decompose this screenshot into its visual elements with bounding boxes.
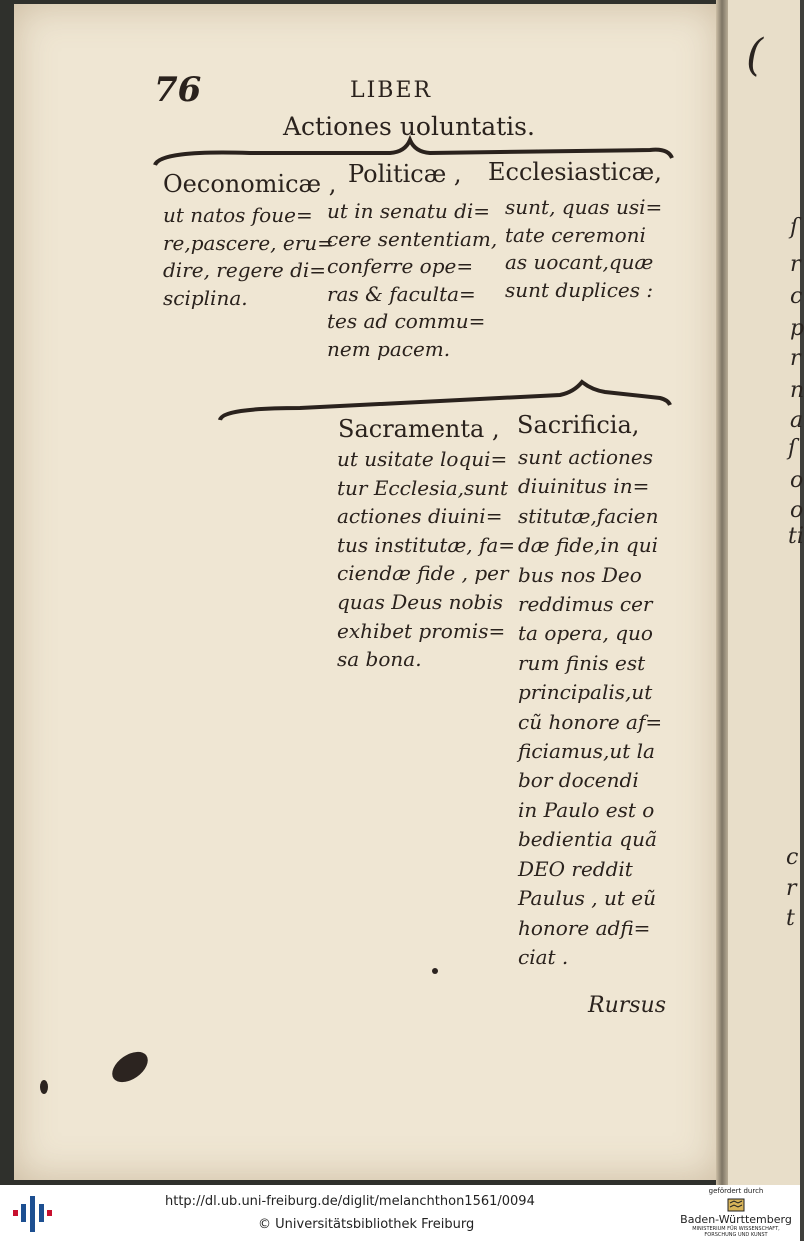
text-line: dæ fide,in qui	[518, 533, 659, 558]
sponsor-block	[676, 1187, 796, 1238]
text-line: nem pacem.	[327, 336, 451, 361]
text-line: sunt, quas usi=	[505, 195, 663, 219]
heading-ecclesiasticae: Ecclesiasticæ,	[488, 158, 662, 186]
ink-speck	[40, 1080, 48, 1094]
fragment: r	[786, 876, 797, 901]
column-sacrificia	[518, 443, 662, 972]
text-line: ta opera, quo	[518, 621, 653, 646]
text-line: tur Ecclesia,sunt	[337, 475, 509, 500]
page-number: 76	[154, 70, 202, 110]
text-line: dire, regere di=	[163, 258, 327, 282]
column-politicae	[327, 198, 497, 363]
next-page-edge	[728, 0, 804, 1185]
text-line: re,pascere, eru=	[163, 230, 334, 255]
fragment: a	[790, 408, 804, 433]
text-line: diuinitus in=	[518, 474, 650, 499]
text-line: sunt actiones	[518, 445, 653, 469]
ink-speck	[432, 968, 438, 974]
text-line: reddimus cer	[518, 592, 653, 617]
text-line: bor docendi	[518, 768, 639, 793]
section-title: Actiones uoluntatis.	[283, 112, 535, 141]
permalink-url[interactable]: http://dl.ub.uni-freiburg.de/diglit/melanchthon1561/0094	[165, 1194, 535, 1209]
text-line: ras & faculta=	[327, 281, 476, 306]
column-ecclesiasticae	[505, 194, 662, 304]
text-line: bus nos Deo	[518, 562, 642, 587]
fragment: ti	[788, 524, 804, 549]
sponsor-caption: gefördert durch	[708, 1187, 764, 1195]
column-sacramenta	[337, 445, 515, 674]
heading-sacrificia: Sacrificia,	[517, 411, 640, 439]
text-line: sa bona.	[337, 647, 422, 672]
text-line: quas Deus nobis	[337, 589, 503, 614]
coat-of-arms-icon	[724, 1197, 748, 1213]
sponsor-ministry: MINISTERIUM FÜR WISSENSCHAFT, FORSCHUNG UND KUNST	[692, 1226, 780, 1238]
fragment: p	[790, 316, 804, 341]
text-line: cere sententiam,	[327, 226, 498, 251]
fragment: (	[746, 30, 764, 81]
book-gutter	[716, 0, 728, 1185]
text-line: tus institutæ, fa=	[337, 532, 516, 557]
heading-oeconomicae: Oeconomicæ ,	[163, 170, 337, 198]
text-line: conferre ope=	[327, 254, 474, 278]
text-line: ficiamus,ut la	[518, 739, 655, 764]
fragment: o	[790, 468, 804, 493]
heading-politicae: Politicæ ,	[348, 160, 462, 188]
text-line: ut usitate loqui=	[337, 447, 508, 471]
fragment: n	[790, 378, 804, 403]
text-line: bedientia quã	[518, 827, 657, 852]
text-line: sunt duplices :	[505, 277, 654, 302]
text-line: rum finis est	[518, 650, 646, 675]
text-line: honore adfi=	[518, 915, 651, 940]
column-oeconomicae	[163, 202, 334, 312]
text-line: DEO reddit	[518, 856, 633, 881]
fragment: r	[790, 346, 801, 371]
viewer-footer	[0, 1185, 800, 1241]
text-line: sciplina.	[163, 285, 248, 310]
running-head: LIBER	[350, 78, 433, 103]
catchword: Rursus	[588, 993, 666, 1018]
text-line: Paulus , ut eũ	[518, 886, 656, 911]
text-line: ut natos foue=	[163, 203, 313, 227]
text-line: exhibet promis=	[337, 618, 506, 643]
text-line: stitutæ,facien	[518, 503, 659, 528]
text-line: ut in senatu di=	[327, 199, 491, 223]
text-line: ciendæ fide , per	[337, 561, 509, 586]
text-line: tes ad commu=	[327, 309, 486, 333]
heading-sacramenta: Sacramenta ,	[338, 415, 500, 443]
ub-freiburg-logo-icon	[12, 1194, 52, 1234]
fragment: r	[790, 252, 801, 277]
fragment: o	[790, 498, 804, 523]
text-line: in Paulo est o	[518, 797, 655, 822]
fragment: c	[786, 845, 799, 870]
sponsor-name: Baden-Württemberg	[680, 1213, 792, 1226]
fragment: t	[786, 906, 795, 931]
fragment: c	[790, 284, 803, 309]
text-line: cũ honore af=	[518, 709, 663, 734]
copyright-text: © Universitätsbibliothek Freiburg	[258, 1217, 475, 1232]
text-line: principalis,ut	[518, 680, 653, 705]
text-line: tate ceremoni	[505, 222, 646, 247]
text-line: ciat .	[518, 944, 569, 969]
text-line: as uocant,quæ	[505, 250, 654, 274]
text-line: actiones diuini=	[337, 504, 503, 529]
fragment: ſ	[788, 436, 797, 461]
fragment: ſ	[790, 215, 799, 240]
